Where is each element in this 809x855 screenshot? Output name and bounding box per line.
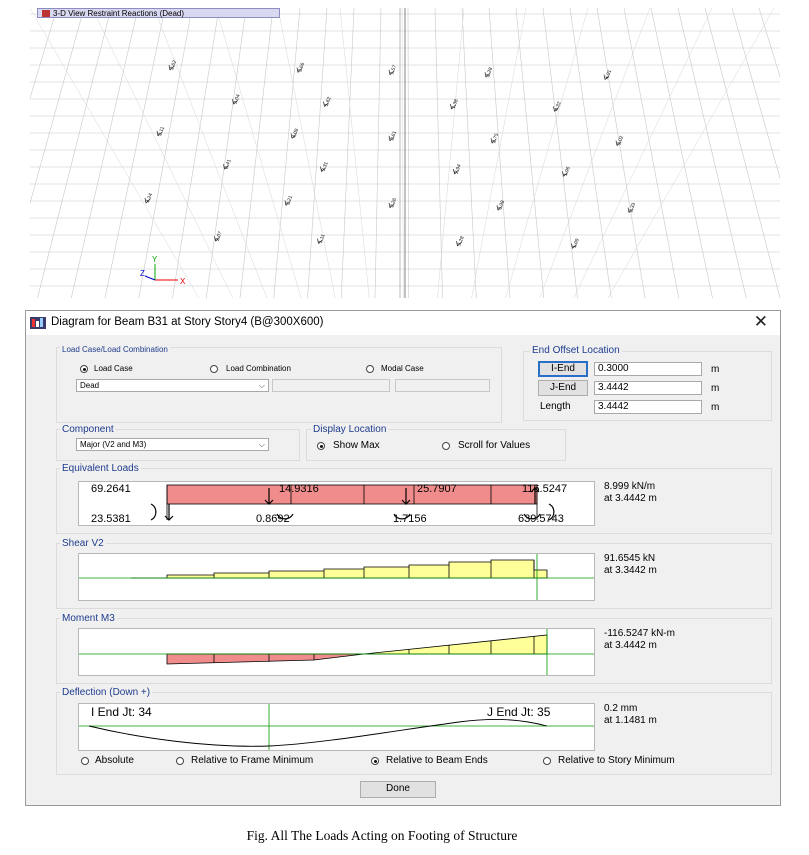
eq-load-bottom-right: 639.5743 (518, 513, 564, 525)
grid-line (570, 8, 614, 298)
eq-load-bottom-mid2: 1.7156 (393, 513, 427, 525)
load-case-group-label: Load Case/Load Combination (62, 345, 168, 354)
frame-min-label: Relative to Frame Minimum (191, 755, 314, 766)
reaction-label: 3.31 (320, 161, 330, 173)
deflection-label: Deflection (Down +) (62, 687, 151, 698)
eq-load-max-at: at 3.4442 m (604, 493, 657, 504)
grid-line (732, 8, 780, 298)
app-icon (30, 317, 46, 329)
reaction-label: 1.99 (571, 237, 581, 250)
grid-line (437, 8, 464, 298)
reaction-label: 4.32 (553, 100, 563, 113)
equivalent-loads-plot (79, 482, 594, 525)
eq-load-bottom-mid1: 0.8692 (256, 513, 290, 525)
deflection-max-at: at 1.1481 m (604, 715, 657, 726)
reaction-label: 1.62 (323, 96, 333, 108)
length-label: Length (540, 401, 571, 412)
component-select[interactable] (76, 438, 269, 451)
grid-line (608, 8, 774, 298)
component-select-value: Major (V2 and M3) (80, 440, 147, 449)
grid-line (462, 8, 476, 298)
i-end-unit: m (711, 364, 720, 375)
modal-case-select (395, 379, 490, 392)
reaction-label: 2.61 (389, 130, 399, 142)
dialog-titlebar (26, 311, 780, 335)
absolute-radio[interactable] (81, 757, 89, 765)
j-end-button[interactable]: J-End (538, 380, 588, 396)
grid-line (705, 8, 780, 298)
z-axis-line (145, 276, 155, 280)
load-case-select[interactable] (76, 379, 269, 392)
reaction-label: 1.57 (389, 64, 399, 76)
grid-line (154, 8, 267, 298)
scroll-values-radio[interactable] (442, 442, 450, 450)
component-label: Component (62, 424, 114, 435)
absolute-label: Absolute (95, 755, 134, 766)
show-max-label: Show Max (333, 440, 380, 451)
grid-line (30, 8, 57, 298)
x-axis-label: X (180, 277, 186, 286)
reaction-label: 3.21 (285, 194, 295, 207)
reaction-label: 2.75 (491, 132, 501, 144)
axis-triad (140, 255, 186, 286)
moment-max-at: at 3.4442 m (604, 640, 657, 651)
shear-max-at: at 3.3442 m (604, 565, 657, 576)
load-combination-radio[interactable] (210, 365, 218, 373)
reaction-label: 4.91 (604, 69, 614, 81)
equivalent-loads-label: Equivalent Loads (62, 463, 139, 474)
grid-line (759, 8, 780, 298)
shear-max-value: 91.6545 kN (604, 553, 656, 564)
grid-line (516, 8, 544, 298)
modal-case-radio-label: Modal Case (381, 364, 424, 373)
shear-diagram[interactable] (78, 553, 595, 601)
j-end-unit: m (711, 383, 720, 394)
grid-line (540, 8, 650, 298)
reaction-label: 2.94 (453, 163, 463, 175)
grid-line (38, 8, 112, 298)
equivalent-loads-diagram[interactable] (78, 481, 595, 526)
reaction-label: 2.62 (169, 59, 179, 71)
modal-case-radio[interactable] (366, 365, 374, 373)
deflection-diagram[interactable] (78, 703, 595, 751)
eq-load-top-left: 69.2641 (91, 483, 131, 495)
y-axis-label: Y (152, 255, 158, 264)
i-end-field[interactable]: 0.3000 (594, 362, 702, 376)
shear-label: Shear V2 (62, 538, 104, 549)
grid-line (489, 8, 510, 298)
grid-line (30, 8, 84, 298)
reaction-label: 4.24 (145, 192, 155, 204)
show-max-radio[interactable] (317, 442, 325, 450)
grid-line (597, 8, 645, 298)
close-icon[interactable]: ✕ (753, 312, 768, 331)
grid-line (308, 8, 328, 298)
moment-max-value: -116.5247 kN-m (604, 628, 675, 639)
frame-min-radio[interactable] (176, 757, 184, 765)
chevron-down-icon: ⌵ (258, 440, 265, 449)
reaction-label: 4.08 (291, 127, 301, 140)
reaction-label: 1.11 (317, 233, 327, 245)
reaction-label: 3.66 (297, 61, 307, 74)
reaction-label: 3.98 (497, 199, 507, 211)
eq-load-top-right: 116.5247 (522, 483, 568, 495)
grid-line (543, 8, 578, 298)
grid-line (139, 8, 192, 298)
done-button[interactable]: Done (360, 781, 436, 798)
grid-line (678, 8, 746, 298)
load-case-select-value: Dead (80, 381, 100, 390)
grid-line (571, 8, 712, 298)
reaction-label: 2.28 (485, 66, 495, 78)
grid-line (30, 8, 199, 298)
figure-caption: Fig. All The Loads Acting on Footing of Structure (246, 828, 518, 843)
beam-ends-label: Relative to Beam Ends (386, 755, 488, 766)
3d-view-tab[interactable] (37, 8, 280, 18)
grid-line (274, 8, 300, 298)
grid-line (408, 8, 409, 298)
moment-plot (79, 629, 594, 675)
reaction-label: 3.28 (456, 235, 466, 247)
structure-wireframe (30, 8, 780, 298)
load-case-radio[interactable] (80, 365, 88, 373)
reaction-label: 3.02 (616, 135, 626, 147)
eq-load-top-mid2: 25.7907 (417, 483, 457, 495)
story-min-radio[interactable] (543, 757, 551, 765)
eq-load-bottom-left: 23.5381 (91, 513, 131, 525)
eq-load-top-mid1: 14.9316 (279, 483, 319, 495)
scroll-values-label: Scroll for Values (458, 440, 531, 451)
window-icon (42, 10, 50, 17)
load-case-radio-label: Load Case (94, 364, 133, 373)
reaction-label: 6.41 (223, 158, 233, 170)
grid-line (651, 8, 713, 298)
reaction-label: 2.07 (214, 230, 224, 242)
beam-ends-radio[interactable] (371, 757, 379, 765)
chevron-down-icon: ⌵ (258, 381, 265, 390)
length-field: 3.4442 (594, 400, 702, 414)
grid-line (278, 8, 335, 298)
eq-load-max-value: 8.999 kN/m (604, 481, 656, 492)
3d-view-canvas[interactable] (30, 8, 780, 298)
z-axis-label: Z (140, 269, 145, 278)
3d-view-tab-label: 3-D View Restraint Reactions (Dead) (53, 9, 185, 18)
grid-line (340, 8, 369, 298)
grid-line (375, 8, 381, 298)
j-end-field[interactable]: 3.4442 (594, 381, 702, 395)
load-combination-radio-label: Load Combination (226, 364, 291, 373)
deflection-i-end: I End Jt: 34 (91, 705, 152, 719)
end-offset-label: End Offset Location (532, 345, 620, 356)
dialog-title: Diagram for Beam B31 at Story Story4 (B@300X600) (51, 316, 324, 328)
reaction-label: 3.04 (232, 93, 242, 105)
grid-line (341, 8, 354, 298)
reaction-label: 2.11 (157, 125, 167, 137)
reaction-label: 1.38 (450, 98, 460, 110)
grid-line (71, 8, 138, 298)
story-min-label: Relative to Story Minimum (558, 755, 675, 766)
deflection-j-end: J End Jt: 35 (487, 705, 551, 719)
shear-plot (79, 554, 594, 600)
reaction-label: 1.96 (562, 165, 572, 178)
load-combination-select (272, 379, 390, 392)
grid-line (624, 8, 679, 298)
grid-line (216, 8, 301, 298)
display-location-label: Display Location (313, 424, 387, 435)
i-end-button[interactable]: I-End (538, 361, 588, 377)
moment-label: Moment M3 (62, 613, 115, 624)
grid-line (402, 8, 403, 298)
reaction-label: 2.33 (628, 202, 638, 214)
beam-diagram-dialog (25, 310, 781, 806)
deflection-max-value: 0.2 mm (604, 703, 638, 714)
length-unit: m (711, 402, 720, 413)
moment-diagram[interactable] (78, 628, 595, 676)
reaction-label: 2.26 (389, 197, 399, 209)
grid-line (240, 8, 273, 298)
